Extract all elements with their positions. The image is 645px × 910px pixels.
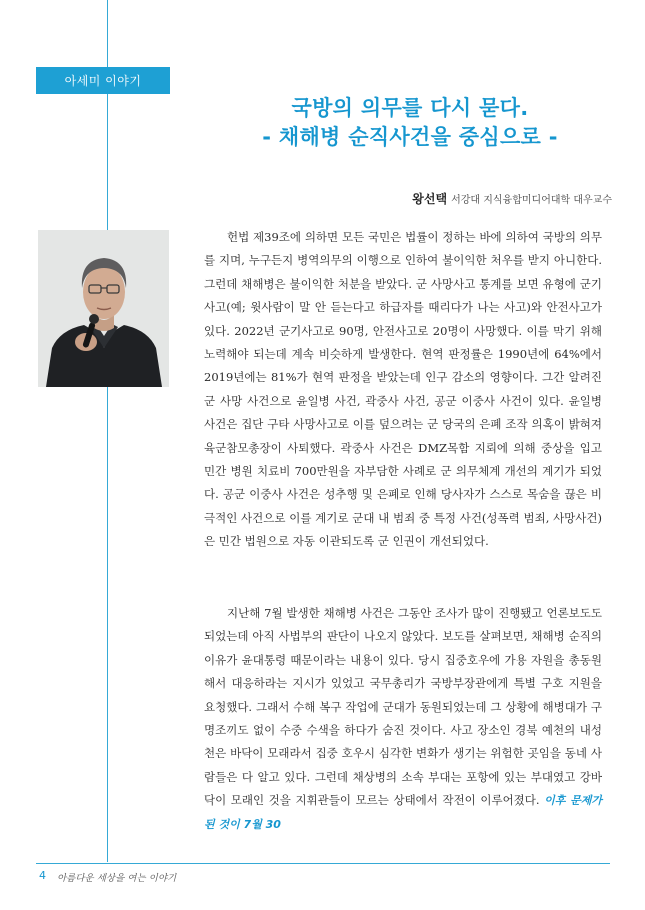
paragraph-text: 헌법 제39조에 의하면 모든 국민은 법률이 정하는 바에 의하여 국방의 의무를 지며, 누구든지 병역의무의 이행으로 인하여 불이익한 처우를 받지 아니한다. 그런데 채해병은 불이익한 처분을 받았다. 군 사망사고 통계를 보면 유형에 군기사고(예; 윗사람이 말 안 듣는다고 하급자를 때리다가 나는 사고)와 안전사고가 있다. 2022년 군기사고로 90명, 안전사고로 20명이 사망했다. 이를 막기 위해 노력해야 되는데 계속 비슷하게 발생한다. 현역 판정률은 1990년에 64%에서 2019년에는 81%가 현역 판정을 받았는데 인구 감소의 영향이다. 그간 알려진 군 사망 사건으로 윤일병 사건, 곽중사 사건, 공군 이중사 사건이 있다. 윤일병 사건은 집단 구타 사망사고로 이를 덮으려는 군 당국의 은폐 조작 의혹이 밝혀져 육군참모총장이 사퇴했다. 곽중사 사건은 DMZ목함 지뢰에 의해 중상을 입고 민간 병원 치료비 700만원을 자부담한 사례로 군 의무체계 개선의 계기가 되었다. 공군 이중사 사건은 성추행 및 은폐로 인해 당사자가 스스로 목숨을 끊은 비극적인 사건으로 이를 계기로 군대 내 범죄 중 특정 사건(성폭력 범죄, 사망사건)은 민간 법원으로 자동 이관되도록 군 인권이 개선되었다. <box>204 230 602 549</box>
article-title-line1: 국방의 의무를 다시 묻다. <box>291 96 529 120</box>
author-name: 왕선택 <box>412 192 448 206</box>
author-byline <box>412 190 612 207</box>
footer-rule <box>36 863 610 864</box>
page-number: 4 <box>39 869 46 882</box>
article-paragraph-1 <box>204 226 602 554</box>
paragraph-text-main: 지난해 7월 발생한 채해병 사건은 그동안 조사가 많이 진행됐고 언론보도도 되었는데 아직 사법부의 판단이 나오지 않았다. 보도를 살펴보면, 채해병 순직의 이유가 윤대통령 때문이라는 내용이 있다. 당시 집중호우에 가용 자원을 총동원해서 대응하라는 지시가 있었고 국무총리가 국방부장관에게 특별 구호 지원을 요청했다. 그래서 수해 복구 작업에 군대가 동원되었는데 그 상황에 해병대가 구명조끼도 없이 수중 수색을 하다가 숨진 것이다. 사고 장소인 경북 예천의 내성천은 바닥이 모래라서 집중 호우시 심각한 변화가 생기는 위험한 곳임을 동네 사람들은 다 알고 있다. 그런데 채상병의 소속 부대는 포항에 있는 부대였고 강바닥이 모래인 것을 지휘관들이 모르는 상태에서 작전이 이루어졌다. <box>204 606 602 808</box>
vertical-rule <box>107 0 108 862</box>
article-paragraph-2 <box>204 602 602 836</box>
publication-title: 아름다운 세상을 여는 이야기 <box>57 873 177 884</box>
article-title-line2: - 채해병 순직사건을 중심으로 - <box>262 125 558 149</box>
author-affiliation: 서강대 지식융합미디어대학 대우교수 <box>451 195 612 206</box>
section-tab: 아세미 이야기 <box>36 67 170 94</box>
paragraph-text <box>204 602 602 836</box>
author-photo <box>38 230 169 387</box>
highlighted-continuation: 이후 문제가 된 것이 7월 30 <box>204 794 603 831</box>
